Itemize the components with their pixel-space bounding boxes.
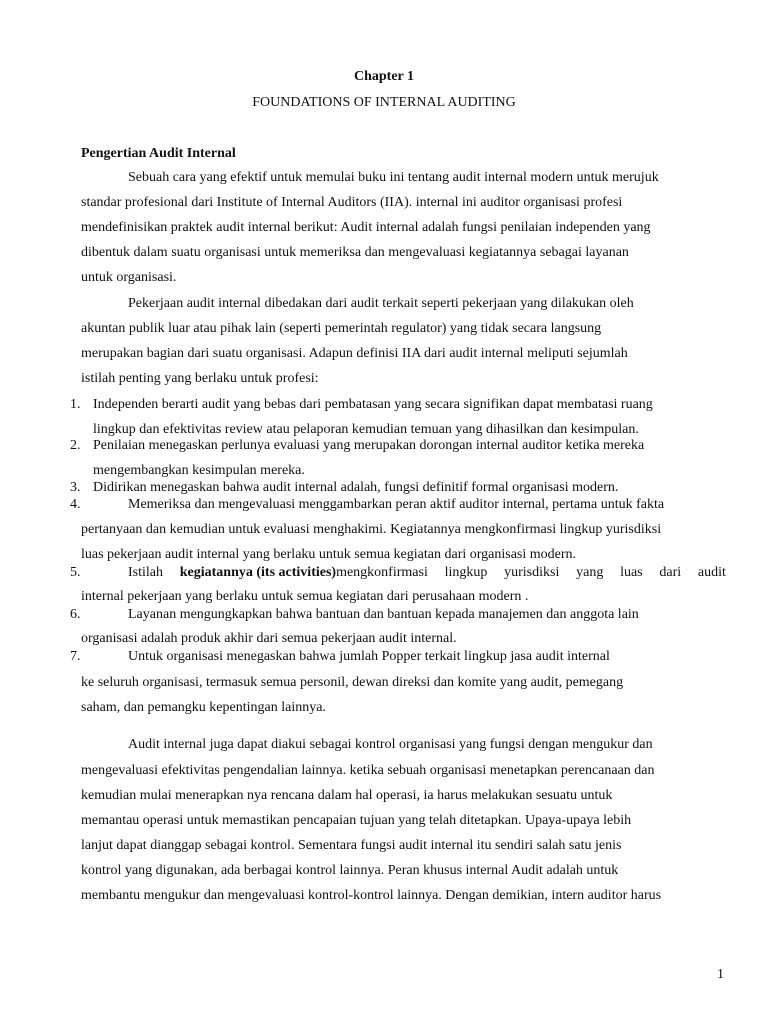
list-item-number: 4. [70, 497, 81, 512]
list-item-line: organisasi adalah produk akhir dari semua pekerjaan audit internal. [81, 631, 457, 646]
list-item-number: 1. [70, 397, 81, 412]
paragraph-1-line: standar profesional dari Institute of Internal Auditors (IIA). internal ini auditor organisasi profesi [81, 195, 623, 210]
paragraph-2-line: akuntan publik luar atau pihak lain (seperti pemerintah regulator) yang tidak secara langsung [81, 321, 602, 336]
list-item-rest-word: yurisdiksi [504, 565, 560, 580]
list-item-line: Independen berarti audit yang bebas dari pembatasan yang secara signifikan dapat membatasi ruang [93, 397, 653, 412]
paragraph-3-line: membantu mengukur dan mengevaluasi kontrol-kontrol lainnya. Dengan demikian, intern auditor harus [81, 888, 662, 903]
page-title: FOUNDATIONS OF INTERNAL AUDITING [252, 95, 516, 110]
paragraph-3-line: Audit internal juga dapat diakui sebagai kontrol organisasi yang fungsi dengan mengukur dan [128, 737, 653, 752]
list-item-line: pertanyaan dan kemudian untuk evaluasi menghakimi. Kegiatannya mengkonfirmasi lingkup yurisdiksi [81, 522, 662, 537]
paragraph-2-line: istilah penting yang berlaku untuk profesi: [81, 371, 319, 386]
list-item-lead: Istilah [128, 565, 163, 580]
list-item-line: Untuk organisasi menegaskan bahwa jumlah Popper terkait lingkup jasa audit internal [128, 649, 610, 664]
paragraph-3-line: memantau operasi untuk memastikan pencapaian tujuan yang telah ditetapkan. Upaya-upaya lebih [81, 813, 632, 828]
paragraph-3-line: kemudian mulai menerapkan nya rencana dalam hal operasi, ia harus melakukan sesuatu untuk [81, 788, 613, 803]
list-item-number: 3. [70, 480, 81, 495]
list-item-rest-word: lingkup [444, 565, 488, 580]
list-item-line: ke seluruh organisasi, termasuk semua personil, dewan direksi dan komite yang audit, pemegang [81, 675, 624, 690]
list-item-rest-word: luas [620, 565, 643, 580]
paragraph-3-line: lanjut dapat dianggap sebagai kontrol. Sementara fungsi audit internal itu sendiri salah satu jenis [81, 838, 622, 853]
list-item-line: Memeriksa dan mengevaluasi menggambarkan peran aktif auditor internal, pertama untuk fakta [128, 497, 665, 512]
list-item-line: internal pekerjaan yang berlaku untuk semua kegiatan dari perusahaan modern . [81, 589, 529, 604]
list-item-line: Penilaian menegaskan perlunya evaluasi yang merupakan dorongan internal auditor ketika mereka [93, 438, 645, 453]
chapter-label: Chapter 1 [353, 69, 415, 84]
list-item-line: Layanan mengungkapkan bahwa bantuan dan bantuan kepada manajemen dan anggota lain [128, 607, 639, 622]
list-item-line: lingkup dan efektivitas review atau pelaporan kemudian temuan yang dihasilkan dan kesimpulan. [93, 422, 639, 437]
list-item-line: luas pekerjaan audit internal yang berlaku untuk semua kegiatan dari organisasi modern. [81, 547, 577, 562]
list-item-rest-word: yang [576, 565, 604, 580]
list-item-number: 2. [70, 438, 81, 453]
paragraph-2-line: merupakan bagian dari suatu organisasi. Adapun definisi IIA dari audit internal meliputi sejumlah [81, 346, 628, 361]
list-item-rest-first: mengkonfirmasi [336, 565, 428, 580]
paragraph-3-line: mengevaluasi efektivitas pengendalian lainnya. ketika sebuah organisasi menetapkan perencanaan dan [81, 763, 655, 778]
list-item-term-group [180, 564, 428, 582]
list-item-rest-word: dari [659, 565, 682, 580]
list-item-line: saham, dan pemangku kepentingan lainnya. [81, 700, 326, 715]
list-item-number: 5. [70, 565, 81, 580]
list-item-bold-term: kegiatannya (its activities) [179, 565, 337, 580]
page-number: 1 [717, 967, 724, 982]
paragraph-1-line: mendefinisikan praktek audit internal berikut: Audit internal adalah fungsi penilaian independen yang [81, 220, 651, 235]
paragraph-1-line: Sebuah cara yang efektif untuk memulai buku ini tentang audit internal modern untuk merujuk [128, 170, 659, 185]
list-item-number: 6. [70, 607, 81, 622]
list-item-number: 7. [70, 649, 81, 664]
list-item-line: Didirikan menegaskan bahwa audit internal adalah, fungsi definitif formal organisasi modern. [93, 480, 619, 495]
paragraph-1-line: untuk organisasi. [81, 270, 177, 285]
list-item-line: mengembangkan kesimpulan mereka. [93, 463, 305, 478]
paragraph-3-line: kontrol yang digunakan, ada berbagai kontrol lainnya. Peran khusus internal Audit adalah untuk [81, 863, 619, 878]
list-item-line [128, 564, 726, 582]
section-heading: Pengertian Audit Internal [81, 146, 236, 161]
paragraph-2-line: Pekerjaan audit internal dibedakan dari audit terkait seperti pekerjaan yang dilakukan oleh [128, 296, 634, 311]
paragraph-1-line: dibentuk dalam suatu organisasi untuk memeriksa dan mengevaluasi kegiatannya sebagai layanan [81, 245, 629, 260]
list-item-rest-word: audit [697, 565, 726, 580]
